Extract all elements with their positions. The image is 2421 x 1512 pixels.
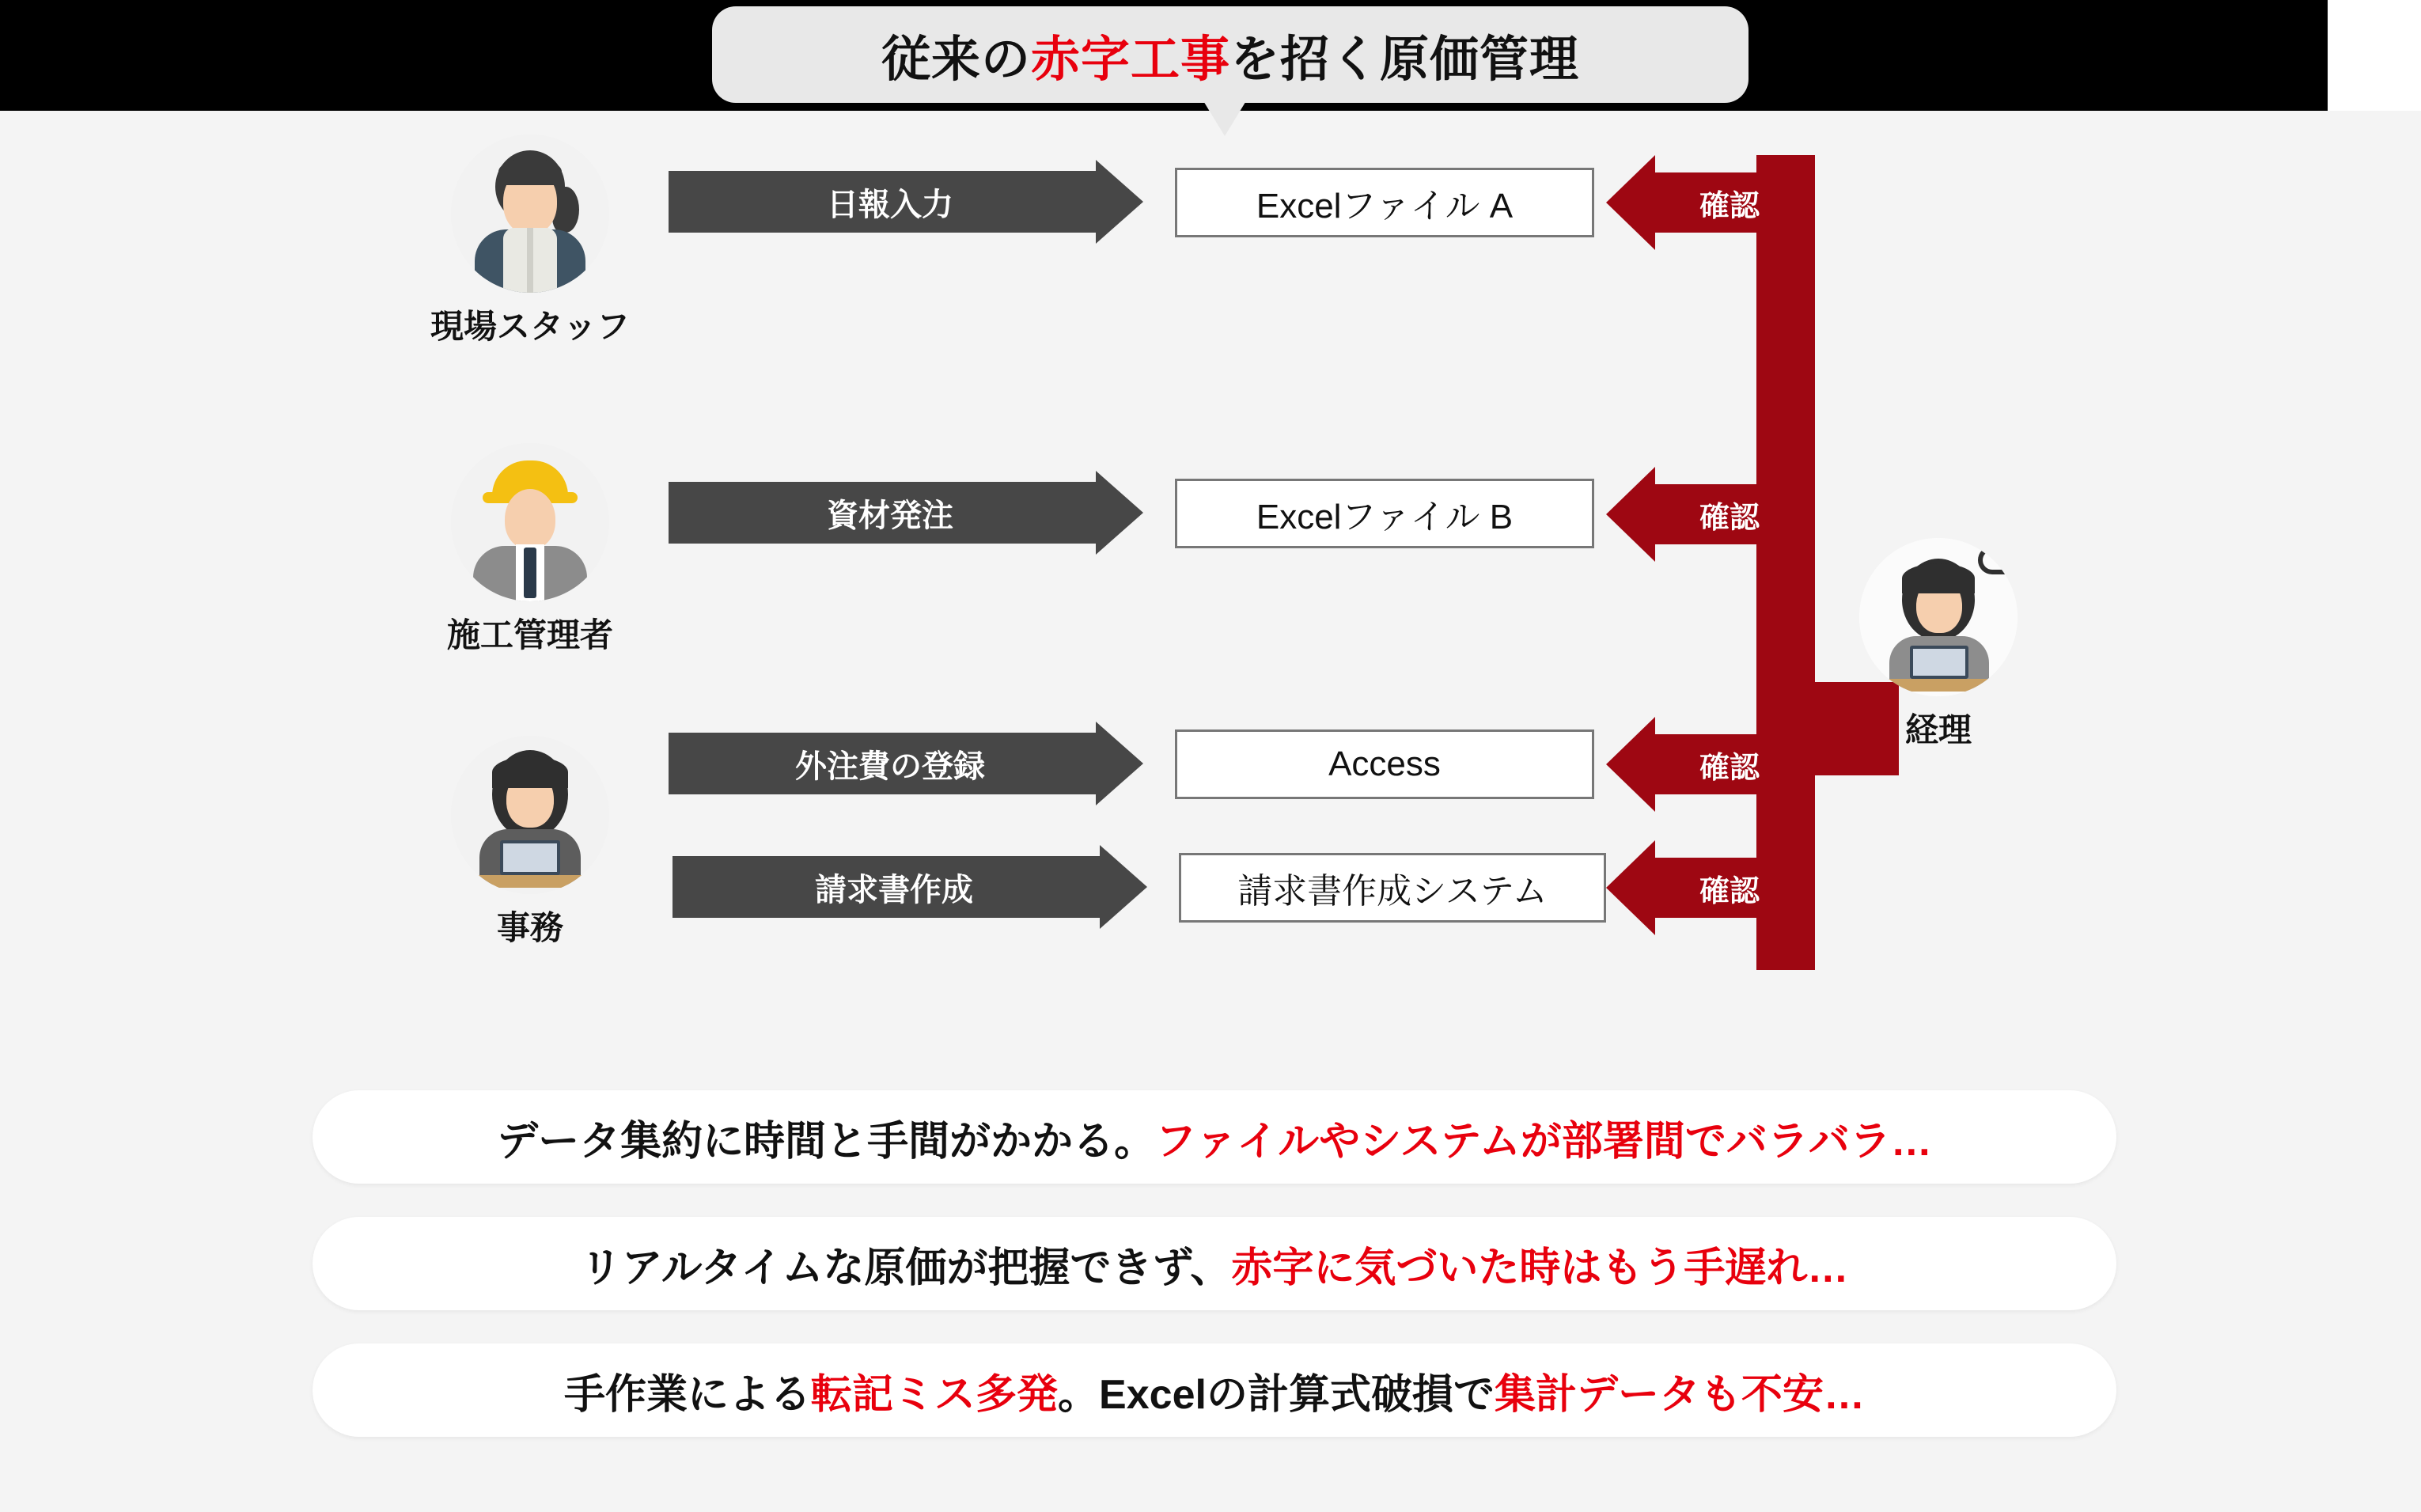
- return-arrow-label: 確認: [1699, 751, 1760, 785]
- system-box-invoice-system: [1179, 853, 1606, 923]
- issue-pill-3: [313, 1343, 2116, 1437]
- flow-arrow-label: 日報入力: [827, 187, 953, 222]
- issue-text-plain: リアルタイムな原価が把握できず、: [580, 1245, 1232, 1291]
- system-box-label: Excelファイル B: [1256, 498, 1514, 536]
- page-title-suffix: を招く原価管理: [1230, 32, 1580, 87]
- return-arrow-confirm-2: [1606, 467, 1804, 562]
- flow-arrow-label: 資材発注: [827, 498, 953, 533]
- flow-arrow-label: 外注費の登録: [795, 748, 985, 784]
- issue-text: [497, 1108, 1932, 1167]
- page-title: [881, 20, 1579, 90]
- system-box-access: [1175, 729, 1594, 799]
- system-box-label: Access: [1328, 745, 1441, 783]
- system-box-excel-b: [1175, 479, 1594, 548]
- actor-construction-manager: [427, 443, 633, 657]
- construction-manager-avatar: [451, 443, 609, 601]
- issue-text-highlight: 赤字に気づいた時はもう手遅れ…: [1231, 1245, 1849, 1291]
- page-title-prefix: 従来の: [881, 32, 1031, 87]
- return-arrow-label: 確認: [1699, 874, 1760, 908]
- page-title-bubble-tail: [1203, 100, 1247, 136]
- return-arrow-confirm-4: [1606, 840, 1804, 935]
- return-arrow-confirm-3: [1606, 717, 1804, 812]
- header-band-right-gap: [2328, 0, 2421, 111]
- issue-text: [564, 1361, 1865, 1420]
- accountant-avatar: [1859, 538, 2018, 696]
- flow-arrow-material-order: [669, 471, 1143, 555]
- cost-management-flow-diagram: [0, 111, 2421, 1084]
- actor-label: 現場スタッフ: [430, 308, 630, 345]
- actor-label: 施工管理者: [446, 616, 613, 654]
- return-arrow-confirm-1: [1606, 155, 1804, 250]
- flow-arrow-invoice-creation: [672, 845, 1147, 929]
- system-box-label: 請求書作成システム: [1237, 872, 1548, 911]
- return-arrow-label: 確認: [1699, 501, 1760, 535]
- actor-label: 経理: [1904, 711, 1972, 748]
- issue-text-highlight: ファイルやシステムが部署間でバラバラ…: [1155, 1118, 1932, 1165]
- actor-field-staff: [427, 135, 633, 348]
- flow-arrow-daily-report: [669, 160, 1143, 244]
- return-arrow-label: 確認: [1699, 189, 1760, 223]
- issue-text-highlight: 転記ミス多発: [811, 1371, 1059, 1418]
- issue-text-plain: 手作業による: [564, 1371, 812, 1418]
- page-title-highlight: 赤字工事: [1030, 32, 1230, 87]
- issue-pill-1: [313, 1090, 2116, 1184]
- office-clerk-avatar: [451, 736, 609, 894]
- page-title-bubble: [712, 6, 1748, 103]
- issue-text-plain: データ集約に時間と手間がかかる。: [497, 1118, 1156, 1165]
- issue-text-highlight-2: 集計データも不安…: [1494, 1371, 1865, 1418]
- issue-text-plain-2: 。Excelの計算式破損で: [1058, 1371, 1495, 1418]
- actor-accountant: [1836, 538, 2041, 752]
- field-staff-avatar: [451, 135, 609, 293]
- actor-office-clerk: [427, 736, 633, 949]
- system-box-excel-a: [1175, 168, 1594, 237]
- system-box-label: Excelファイル A: [1256, 187, 1514, 225]
- flow-arrow-outsourcing-cost: [669, 722, 1143, 805]
- flow-arrow-label: 請求書作成: [815, 872, 973, 908]
- issue-pill-2: [313, 1217, 2116, 1310]
- actor-label: 事務: [496, 909, 563, 946]
- issue-text: [581, 1234, 1849, 1294]
